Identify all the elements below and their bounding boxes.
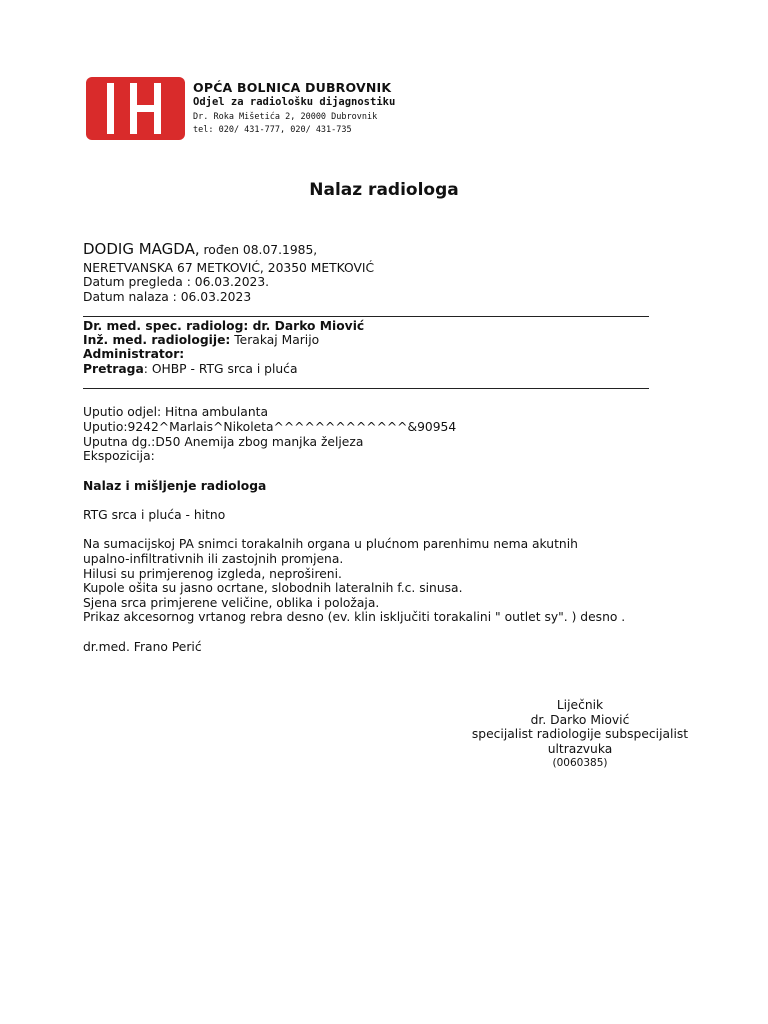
findings-author: dr.med. Frano Perić xyxy=(83,640,202,654)
signature-title: specijalist radiologije subspecijalist xyxy=(471,727,689,742)
patient-line xyxy=(83,242,317,258)
patient-address: NERETVANSKA 67 METKOVIĆ, 20350 METKOVIĆ xyxy=(83,261,375,275)
exposure: Ekspozicija: xyxy=(83,449,155,463)
patient-born: rođen 08.07.1985, xyxy=(199,243,318,257)
engineer-label: Inž. med. radiologije: xyxy=(83,333,231,347)
signature-role: Liječnik xyxy=(556,698,604,712)
findings-line: Kupole ošita su jasno ocrtane, slobodnih lateralnih f.c. sinusa. xyxy=(83,581,463,595)
findings-line: Sjena srca primjerene veličine, oblika i položaja. xyxy=(83,596,380,610)
engineer-name: Terakaj Marijo xyxy=(230,333,320,347)
divider xyxy=(83,388,649,389)
findings-line: Na sumacijskoj PA snimci torakalnih organa u plućnom parenhimu nema akutnih xyxy=(83,537,578,551)
divider xyxy=(83,316,649,317)
report-date: Datum nalaza : 06.03.2023 xyxy=(83,290,252,304)
exam-line xyxy=(83,362,297,377)
department-name: Odjel za radiološku dijagnostiku xyxy=(193,96,396,108)
hospital-logo-icon xyxy=(86,77,185,140)
findings-line: Prikaz akcesornog vrtanog rebra desno (ev. klin isključiti torakalini " outlet sy". ) desno . xyxy=(83,610,626,624)
signature-code: (0060385) xyxy=(552,757,608,770)
referral-department: Uputio odjel: Hitna ambulanta xyxy=(83,405,268,419)
hospital-phone: tel: 020/ 431-777, 020/ 431-735 xyxy=(193,125,352,135)
findings-heading: Nalaz i mišljenje radiologa xyxy=(83,479,267,493)
findings-exam: RTG srca i pluća - hitno xyxy=(83,508,226,522)
exam-value: : OHBP - RTG srca i pluća xyxy=(143,362,298,376)
exam-date: Datum pregleda : 06.03.2023. xyxy=(83,275,270,289)
referral-diagnosis: Uputna dg.:D50 Anemija zbog manjka željeza xyxy=(83,435,364,449)
patient-name: DODIG MAGDA, xyxy=(83,240,200,258)
signature-name: dr. Darko Miović xyxy=(530,712,630,727)
page-title: Nalaz radiologa xyxy=(309,180,459,200)
hospital-address: Dr. Roka Mišetića 2, 20000 Dubrovnik xyxy=(193,112,378,122)
administrator-label: Administrator: xyxy=(83,347,185,361)
signature-title-2: ultrazvuka xyxy=(547,741,613,756)
findings-line: Hilusi su primjerenog izgleda, neprošireni. xyxy=(83,567,342,581)
engineer-line xyxy=(83,333,319,348)
referrer: Uputio:9242^Marlais^Nikoleta^^^^^^^^^^^^^&90954 xyxy=(83,420,457,434)
exam-label: Pretraga xyxy=(83,362,144,376)
radiologist: Dr. med. spec. radiolog: dr. Darko Miović xyxy=(83,319,365,333)
signature-block xyxy=(430,698,730,771)
hospital-name: OPĆA BOLNICA DUBROVNIK xyxy=(193,80,392,95)
findings-line: upalno-infiltrativnih ili zastojnih promjena. xyxy=(83,552,344,566)
